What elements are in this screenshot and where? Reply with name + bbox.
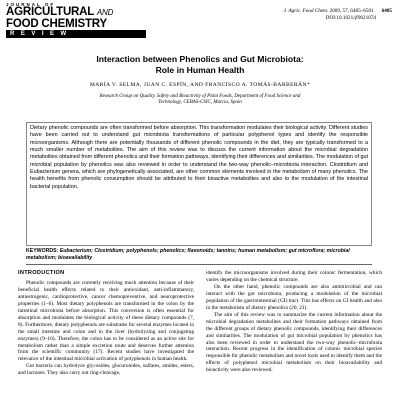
intro-heading: INTRODUCTION xyxy=(18,270,65,276)
citation-year-vol: 2009, 57, 6485–6501 xyxy=(329,8,374,14)
intro-paragraph-1: Phenolic compounds are currently receiving much attention because of their beneficial health effects related to their antioxidant, anti-inflammatory, antiestrogenic, cardioprotective, cancer chemopreventive, and neuroprotective properties (1–6). Most dietary polyphenols are transformed in the colon by the intestinal microbiota before absorption. This conversion is often essential for absorption and modulates the biological activity of these dietary compounds (7, 8). Furthermore, dietary polyphenols are substrates for several enzymes located in the small intestine and colon and in the liver (hydrolyzing and conjugating enzymes) (9–16). Therefore, the colon has to be considered as an active site for metabolism rather than a simple excretion route and deserves further attention from the scientific community (17). Recent studies have investigated the relevance of the intestinal microbial activation of polyphenols in human health. xyxy=(18,279,194,363)
citation-page: 6485 xyxy=(381,8,392,14)
affiliation-line-1: Research Group on Quality, Safety and Bioactivity of Plant Foods, Department of Food Science and xyxy=(99,94,301,99)
article-title xyxy=(0,54,400,76)
logo-and: AND xyxy=(96,8,114,17)
intro-paragraph-2: Gut bacteria can hydrolyze glycosides, glucuronides, sulfates, amides, esters, and lactones. They also carry out ring-cleavage, xyxy=(18,363,194,377)
left-column xyxy=(18,270,194,400)
authors: MARÍA V. SELMA, JUAN C. ESPÍN, AND FRANCISCO A. TOMÁS-BARBERÁN* xyxy=(89,82,311,88)
logo-line1: AGRICULTURAL xyxy=(6,6,94,18)
logo-journal-of: JOURNAL OF xyxy=(6,2,56,7)
right-paragraph-0: identify the microorganisms involved during their colonic fermentation, which varies depending on the chemical structure. xyxy=(206,270,382,283)
title-line-1: Interaction between Phenolics and Gut Microbiota: xyxy=(96,54,304,64)
citation-journal: J. Agric. Food Chem. xyxy=(283,8,329,14)
right-paragraph-2: The aim of this review was to summarize the current information about the microbial degradation metabolites and their formation pathways obtained from the different groups of dietary phenolic compounds, identifying their differences and similarities. The modulation of gut microbial population by phenolics has also been reviewed in order to understand the two-way phenolic–microbiota interaction. Recent progress in the identification of colonic microbial species responsible for phenolic metabolism and novel tools used to identify them and the effects of polyphenol microbial metabolism on their bioavailability and bioactivity were also reviewed. xyxy=(206,311,382,374)
citation-doi: DOI:10.1021/jf902107d xyxy=(325,15,376,21)
section-divider xyxy=(26,264,372,265)
keywords-list: Eubacterium; Clostridium; polyphenols; phenolics; flavonoids; tannins; human metabolism; gut microflora; microbial metabolism; bioavailability xyxy=(26,248,350,261)
abstract: Dietary phenolic compounds are often transformed before absorption. This transformation modulates their biological activity. Different studies have been carried out to understand gut microbiota transformations of particular polyphenol types and identify the responsible microorganisms. Although there are potentially thousands of different phenolic compounds in the diet, they are typically transformed to a much smaller number of metabolites. The aim of this review was to discuss the current information about the microbial degradation metabolites obtained from different phenolics and their formation pathways, identifying their differences and similarities. The modulation of gut microbial population by phenolics was also reviewed in order to understand the two-way phenolic–microbiota interaction. Clostridium and Eubacterium genera, which are phylogenetically associated, are other common elements involved in the metabolism of many phenolics. The health benefits from phenolic consumption should be attributed to their bioactive metabolites and also to the modulation of the intestinal bacterial population. xyxy=(26,122,372,246)
logo-review-band: REVIEW xyxy=(6,30,146,38)
affiliation xyxy=(60,94,340,107)
right-paragraph-1: On the other hand, phenolic compounds are also antimicrobial and can interact with the gut microbiota, producing a modulation of the microbial population of the gastrointestinal (GI) tract. This has effects on GI health and also in the metabolism of dietary phenolics (20, 21). xyxy=(206,283,382,311)
logo-agricultural xyxy=(6,7,156,19)
journal-logo xyxy=(6,2,156,38)
keywords-label: KEYWORDS: xyxy=(26,248,59,254)
citation-block xyxy=(284,8,392,22)
title-line-2: Role in Human Health xyxy=(155,65,245,75)
logo-food-chemistry: FOOD CHEMISTRY xyxy=(6,17,107,30)
affiliation-line-2: Technology, CEBAS-CSIC, Murcia, Spain xyxy=(158,100,242,106)
right-column xyxy=(206,270,382,400)
keywords xyxy=(26,248,372,262)
